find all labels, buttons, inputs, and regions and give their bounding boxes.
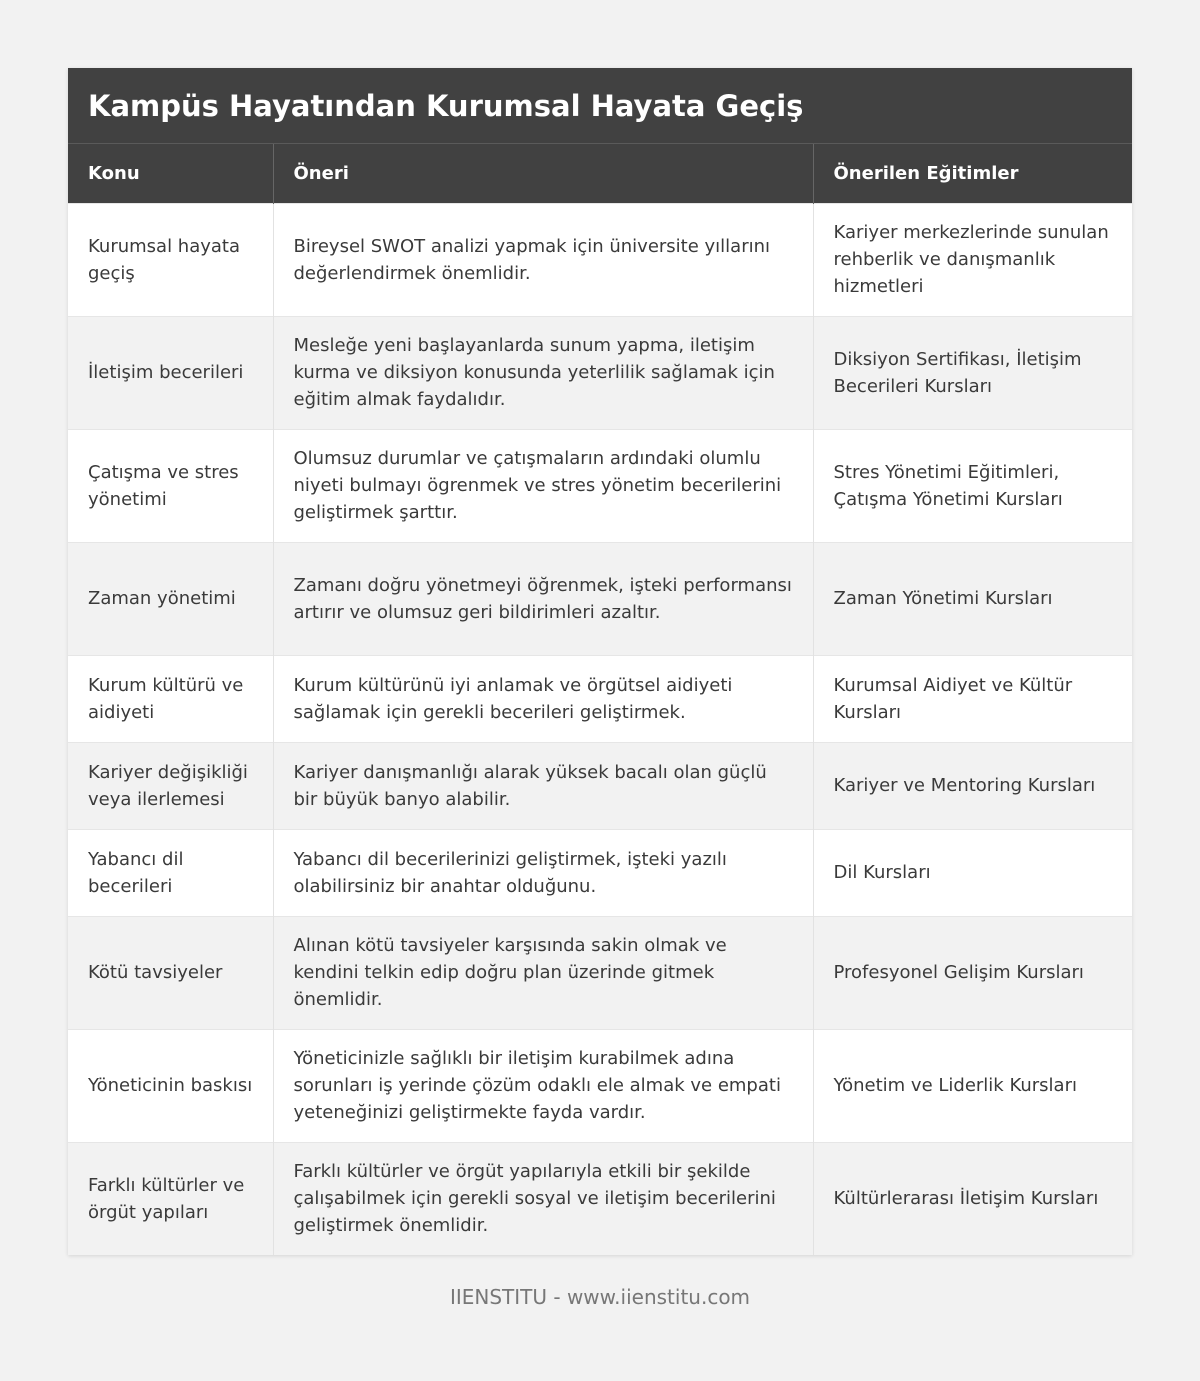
training-cell: Kültürlerarası İletişim Kursları	[813, 1142, 1132, 1255]
topic-cell: Yöneticinin baskısı	[68, 1029, 273, 1142]
table-row	[68, 203, 1132, 316]
training-cell: Yönetim ve Liderlik Kursları	[813, 1029, 1132, 1142]
table-row	[68, 429, 1132, 542]
topic-cell: Farklı kültürler ve örgüt yapıları	[68, 1142, 273, 1255]
table-row	[68, 1029, 1132, 1142]
suggestion-cell: Zamanı doğru yönetmeyi öğrenmek, işteki performansı artırır ve olumsuz geri bildirimleri azaltır.	[273, 542, 813, 655]
suggestion-cell: Yöneticinizle sağlıklı bir iletişim kurabilmek adına sorunları iş yerinde çözüm odaklı ele almak ve empati yeteneğinizi geliştirmekte fayda vardır.	[273, 1029, 813, 1142]
topic-cell: İletişim becerileri	[68, 316, 273, 429]
table-row	[68, 742, 1132, 829]
suggestion-cell: Farklı kültürler ve örgüt yapılarıyla etkili bir şekilde çalışabilmek için gerekli sosyal ve iletişim becerilerini geliştirmek önemlidir.	[273, 1142, 813, 1255]
table-header-row	[68, 144, 1132, 203]
topic-cell: Zaman yönetimi	[68, 542, 273, 655]
suggestion-cell: Bireysel SWOT analizi yapmak için üniversite yıllarını değerlendirmek önemlidir.	[273, 203, 813, 316]
training-cell: Kurumsal Aidiyet ve Kültür Kursları	[813, 655, 1132, 742]
table-row	[68, 916, 1132, 1029]
topic-cell: Kurumsal hayata geçiş	[68, 203, 273, 316]
suggestion-cell: Mesleğe yeni başlayanlarda sunum yapma, iletişim kurma ve diksiyon konusunda yeterlilik sağlamak için eğitim almak faydalıdır.	[273, 316, 813, 429]
table-row	[68, 542, 1132, 655]
column-header-topic: Konu	[68, 144, 273, 203]
table-row	[68, 655, 1132, 742]
suggestion-cell: Alınan kötü tavsiyeler karşısında sakin olmak ve kendini telkin edip doğru plan üzerinde gitmek önemlidir.	[273, 916, 813, 1029]
suggestion-cell: Olumsuz durumlar ve çatışmaların ardındaki olumlu niyeti bulmayı ögrenmek ve stres yönetim becerilerini geliştirmek şarttır.	[273, 429, 813, 542]
training-cell: Kariyer merkezlerinde sunulan rehberlik ve danışmanlık hizmetleri	[813, 203, 1132, 316]
suggestion-cell: Kurum kültürünü iyi anlamak ve örgütsel aidiyeti sağlamak için gerekli becerileri geliştirmek.	[273, 655, 813, 742]
training-cell: Profesyonel Gelişim Kursları	[813, 916, 1132, 1029]
training-cell: Stres Yönetimi Eğitimleri, Çatışma Yönetimi Kursları	[813, 429, 1132, 542]
suggestion-cell: Yabancı dil becerilerinizi geliştirmek, işteki yazılı olabilirsiniz bir anahtar olduğunu.	[273, 829, 813, 916]
table-card	[68, 68, 1132, 1255]
table-row	[68, 316, 1132, 429]
footer-credit: IIENSTITU - www.iienstitu.com	[449, 1285, 751, 1309]
topic-cell: Çatışma ve stres yönetimi	[68, 429, 273, 542]
training-cell: Dil Kursları	[813, 829, 1132, 916]
recommendations-table	[68, 144, 1132, 1255]
topic-cell: Kariyer değişikliği veya ilerlemesi	[68, 742, 273, 829]
topic-cell: Kötü tavsiyeler	[68, 916, 273, 1029]
table-row	[68, 1142, 1132, 1255]
topic-cell: Yabancı dil becerileri	[68, 829, 273, 916]
topic-cell: Kurum kültürü ve aidiyeti	[68, 655, 273, 742]
column-header-training: Önerilen Eğitimler	[813, 144, 1132, 203]
page-title: Kampüs Hayatından Kurumsal Hayata Geçiş	[68, 68, 1132, 144]
training-cell: Diksiyon Sertifikası, İletişim Becerileri Kursları	[813, 316, 1132, 429]
suggestion-cell: Kariyer danışmanlığı alarak yüksek bacalı olan güçlü bir büyük banyo alabilir.	[273, 742, 813, 829]
table-row	[68, 829, 1132, 916]
column-header-suggestion: Öneri	[273, 144, 813, 203]
training-cell: Kariyer ve Mentoring Kursları	[813, 742, 1132, 829]
training-cell: Zaman Yönetimi Kursları	[813, 542, 1132, 655]
